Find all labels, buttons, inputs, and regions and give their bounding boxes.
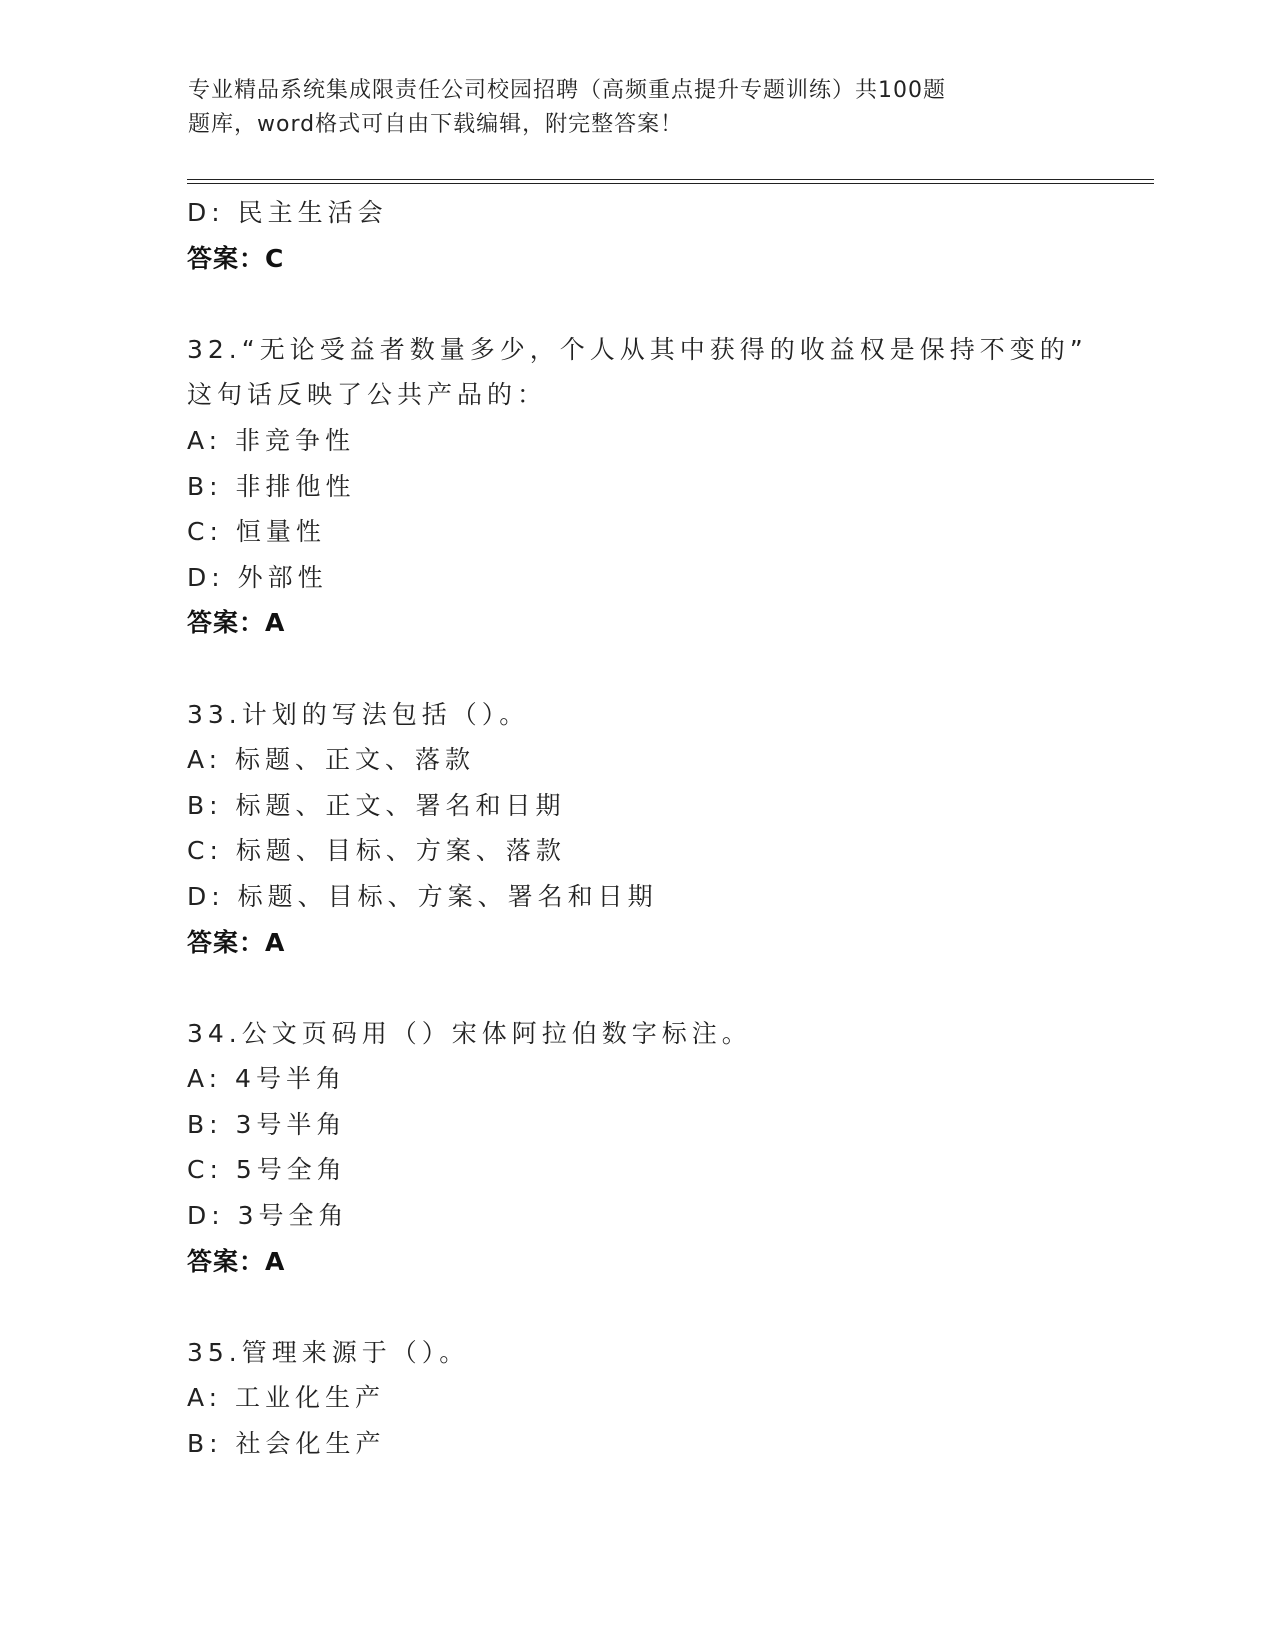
spacer (187, 965, 1157, 1011)
option-a-q33: A: 标题、正文、落款 (187, 745, 476, 775)
option-a-q34: A: 4号半角 (187, 1064, 346, 1094)
option-d-q32: D: 外部性 (187, 562, 328, 592)
option-b-q33: B: 标题、正文、署名和日期 (187, 790, 566, 820)
header-divider-top (187, 179, 1154, 180)
option-a-q35: A: 工业化生产 (187, 1383, 386, 1413)
answer-q32: 答案：A (187, 608, 286, 638)
spacer (187, 281, 1157, 327)
option-b-q32: B: 非排他性 (187, 471, 356, 501)
question-32-cont: 这句话反映了公共产品的： (187, 380, 548, 410)
document-header (188, 74, 1028, 142)
document-body (187, 190, 1157, 1467)
answer-q33: 答案：A (187, 927, 286, 957)
answer-q34: 答案：A (187, 1246, 286, 1276)
answer-q31: 答案：C (187, 243, 285, 273)
option-b-q35: B: 社会化生产 (187, 1429, 386, 1459)
header-divider-bottom (187, 183, 1154, 184)
option-b-q34: B: 3号半角 (187, 1109, 347, 1139)
option-d-q33: D: 标题、目标、方案、署名和日期 (187, 881, 658, 911)
spacer (187, 646, 1157, 692)
question-33: 33.计划的写法包括（）。 (187, 699, 530, 729)
spacer (187, 1284, 1157, 1330)
question-34: 34.公文页码用（）宋体阿拉伯数字标注。 (187, 1018, 752, 1048)
header-line-2: 题库，word格式可自由下载编辑，附完整答案！ (188, 112, 684, 137)
option-c-q32: C: 恒量性 (187, 517, 326, 547)
question-35: 35.管理来源于（）。 (187, 1337, 470, 1367)
option-d-q34: D: 3号全角 (187, 1201, 349, 1231)
option-a-q32: A: 非竞争性 (187, 425, 356, 455)
question-32: 32.“无论受益者数量多少，个人从其中获得的收益权是保持不变的” (187, 334, 1088, 364)
option-c-q33: C: 标题、目标、方案、落款 (187, 836, 566, 866)
option-d-q31: D: 民主生活会 (187, 198, 388, 227)
header-line-1: 专业精品系统集成限责任公司校园招聘（高频重点提升专题训练）共100题 (188, 78, 946, 103)
option-c-q34: C: 5号全角 (187, 1155, 347, 1185)
